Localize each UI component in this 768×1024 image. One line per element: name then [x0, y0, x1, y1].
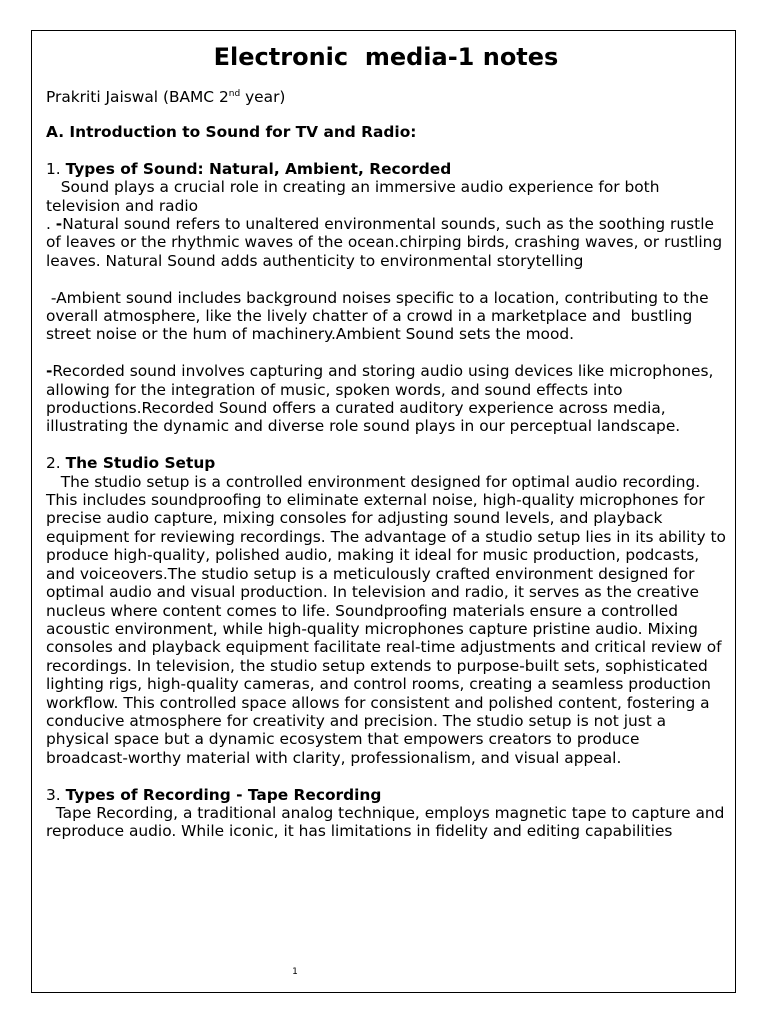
natural-sound-prefix: . [46, 215, 56, 234]
section-1-number: 1. [46, 159, 66, 178]
spacer [46, 344, 726, 362]
author-line [46, 88, 726, 106]
studio-setup-paragraph: The studio setup is a controlled environment designed for optimal audio recording. This includes soundproofing to eliminate external noise, high-quality microphones for precise audio capture, mixing consoles for adjusting sound levels, and playback equipment for reviewing recordings. The advantage of a studio setup lies in its ability to produce high-quality, polished audio, making it ideal for music production, podcasts, and voiceovers.The studio setup is a meticulously crafted environment designed for optimal audio and visual production. In television and radio, it serves as the creative nucleus where content comes to life. Soundproofing materials ensure a controlled acoustic environment, while high-quality microphones capture pristine audio. Mixing consoles and playback equipment facilitate real-time adjustments and critical review of recordings. In television, the studio setup extends to purpose-built sets, sophisticated lighting rigs, high-quality cameras, and control rooms, creating a seamless production workflow. This controlled space allows for consistent and polished content, fostering a conducive atmosphere for creativity and precision. The studio setup is not just a physical space but a dynamic ecosystem that empowers creators to produce broadcast-worthy material with clarity, professionalism, and visual appeal. [46, 472, 731, 767]
page-number: 1 [292, 967, 298, 977]
section-3-heading [46, 786, 726, 804]
section-3-number: 3. [46, 785, 66, 804]
section-1-heading [46, 160, 726, 178]
section-a-heading: A. Introduction to Sound for TV and Radio: [46, 123, 417, 142]
author-superscript: nd [228, 89, 241, 99]
author-year: year) [240, 88, 286, 106]
document-title: Electronic media-1 notes [213, 43, 559, 71]
tape-recording-paragraph: Tape Recording, a traditional analog technique, employs magnetic tape to capture and reproduce audio. While iconic, it has limitations in fidelity and editing capabilities [46, 803, 730, 841]
spacer [46, 436, 726, 454]
natural-sound-text: Natural sound refers to unaltered environmental sounds, such as the soothing rustle of leaves or the rhythmic waves of the ocean.chirping birds, crashing waves, or rustling leaves. Natural Sound adds authenticity to environmental storytelling [46, 215, 723, 270]
ambient-sound-paragraph: -Ambient sound includes background noises specific to a location, contributing to the overall atmosphere, like the lively chatter of a crowd in a marketplace and bustling street noise or the hum of machinery.Ambient Sound sets the mood. [46, 288, 714, 344]
section-2-title: The Studio Setup [65, 454, 216, 473]
document-body [46, 40, 731, 841]
recorded-sound-dash: - [46, 362, 53, 381]
natural-sound-paragraph [46, 215, 726, 270]
spacer [46, 270, 726, 288]
section-2-heading [46, 454, 726, 472]
section-2-number: 2. [46, 454, 66, 473]
author-name: Prakriti Jaiswal (BAMC 2 [46, 88, 229, 106]
section-1-intro: Sound plays a crucial role in creating an immersive audio experience for both television and radio [46, 178, 665, 215]
recorded-sound-text: Recorded sound involves capturing and storing audio using devices like microphones, allowing for the integration of music, spoken words, and sound effects into productions.Recorded Sound offers a curated auditory experience across media, illustrating the dynamic and diverse role sound plays in our perceptual landscape. [46, 362, 714, 436]
section-3-title: Types of Recording - Tape Recording [65, 785, 382, 804]
recorded-sound-paragraph [46, 362, 726, 436]
spacer [46, 767, 726, 785]
natural-sound-dash: - [55, 215, 63, 234]
section-1-title: Types of Sound: Natural, Ambient, Recorded [65, 159, 452, 178]
